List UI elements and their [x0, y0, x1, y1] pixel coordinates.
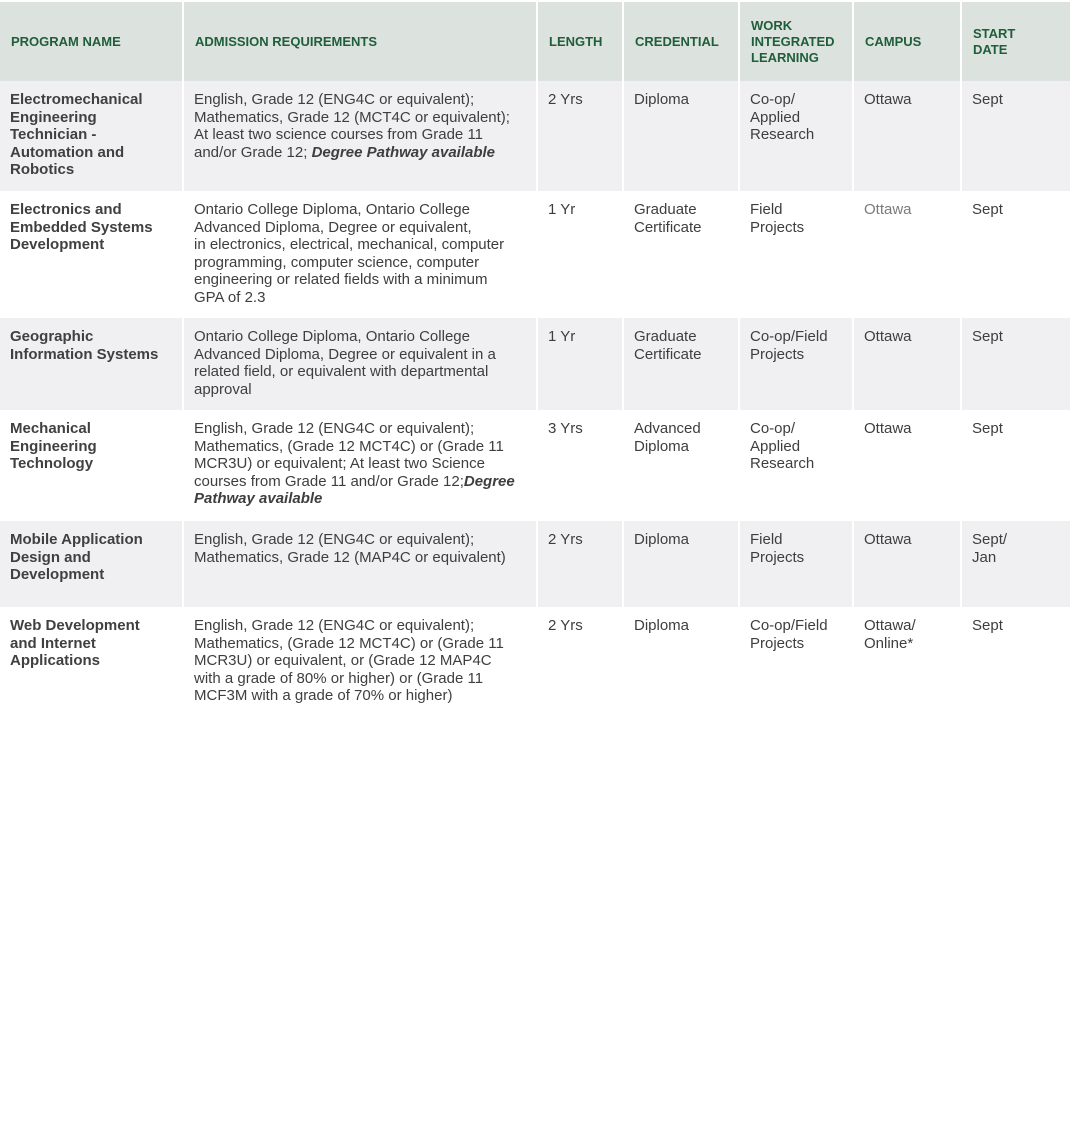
program-name-cell [0, 318, 182, 410]
cell-line: Technology [10, 455, 94, 472]
cell-line: 2 Yrs [548, 531, 583, 548]
cell-line: Diploma [634, 91, 690, 108]
cell-line: 1 Yr [548, 328, 576, 345]
degree-pathway-note: Degree Pathway available [311, 143, 496, 161]
credential-cell [624, 410, 738, 521]
cell-line: Field [750, 201, 783, 218]
cell-line: Advanced Diploma, Degree or equivalent, [194, 218, 472, 236]
cell-line: programming, computer science, computer [194, 253, 480, 271]
start-date-cell [962, 81, 1070, 191]
cell-line: MCR3U) or equivalent, or (Grade 12 MAP4C [194, 652, 492, 669]
cell-line: English, Grade 12 (ENG4C or equivalent); [194, 420, 475, 437]
cell-line: Research [750, 126, 815, 143]
admission-requirements-cell [184, 81, 536, 191]
work-integrated-learning-cell [740, 81, 852, 191]
cell-line: Diploma [634, 617, 690, 634]
length-cell [538, 410, 622, 521]
start-date-cell [962, 607, 1070, 709]
campus-cell [854, 521, 960, 607]
cell-line: Projects [750, 548, 805, 566]
cell-line: Ottawa [864, 201, 912, 218]
cell-line: Projects [750, 345, 805, 363]
cell-line: MCF3M with a grade of 70% or higher) [194, 687, 453, 704]
length-cell [538, 521, 622, 607]
cell-line: Electronics and [10, 201, 122, 218]
cell-line: Mathematics, (Grade 12 MCT4C) or (Grade 11 [194, 634, 504, 652]
cell-line: Ottawa [864, 91, 912, 108]
degree-pathway-note: Degree Pathway available [194, 472, 515, 507]
header-work-integrated-learning: WORK INTEGRATED LEARNING [740, 2, 852, 81]
cell-line: GPA of 2.3 [194, 288, 266, 306]
cell-line: Engineering [10, 437, 97, 455]
cell-line: English, Grade 12 (ENG4C or equivalent); [194, 531, 475, 548]
cell-line: 3 Yrs [548, 420, 583, 437]
cell-line: MCR3U) or equivalent; At least two Science [194, 455, 485, 472]
cell-line: Diploma [634, 531, 690, 548]
cell-line: Mobile Application [10, 531, 143, 548]
cell-line: Ontario College Diploma, Ontario College [194, 328, 470, 345]
cell-line: Co-op/ [750, 420, 796, 437]
cell-line: and/or Grade 12; [194, 143, 312, 161]
credential-cell [624, 191, 738, 318]
start-date-cell [962, 318, 1070, 410]
cell-line: Co-op/Field [750, 617, 828, 634]
start-date-cell [962, 410, 1070, 521]
header-credential: CREDENTIAL [624, 2, 738, 81]
admission-requirements-cell [184, 318, 536, 410]
program-name-cell [0, 191, 182, 318]
cell-line: Advanced Diploma, Degree or equivalent in a [194, 345, 496, 363]
credential-cell [624, 81, 738, 191]
campus-cell [854, 318, 960, 410]
cell-line: 1 Yr [548, 201, 576, 218]
length-cell [538, 81, 622, 191]
cell-line: Engineering [10, 108, 97, 126]
cell-line: Development [10, 236, 105, 253]
cell-line: Development [10, 566, 105, 583]
cell-line: Projects [750, 634, 805, 652]
cell-line: Mechanical [10, 420, 91, 437]
admission-requirements-cell [184, 607, 536, 709]
cell-line: Geographic [10, 328, 94, 345]
header-campus: CAMPUS [854, 2, 960, 81]
header-start-date: START DATE [962, 2, 1070, 81]
cell-line: courses from Grade 11 and/or Grade 12; [194, 472, 464, 490]
cell-line: English, Grade 12 (ENG4C or equivalent); [194, 91, 475, 108]
campus-cell [854, 81, 960, 191]
cell-line: English, Grade 12 (ENG4C or equivalent); [194, 617, 475, 634]
cell-line: Embedded Systems [10, 218, 153, 236]
cell-line: with a grade of 80% or higher) or (Grade 11 [194, 669, 484, 687]
cell-line: Sept [972, 420, 1003, 437]
cell-line: Graduate [634, 201, 697, 218]
credential-cell [624, 521, 738, 607]
cell-line: 2 Yrs [548, 617, 583, 634]
cell-line: engineering or related fields with a minimum [194, 271, 488, 288]
cell-line: Information Systems [10, 345, 159, 363]
cell-line: Applications [10, 652, 101, 669]
cell-line: Online* [864, 634, 914, 652]
cell-line: 2 Yrs [548, 91, 583, 108]
cell-line: Co-op/ [750, 91, 796, 108]
length-cell [538, 607, 622, 709]
header-program-name: PROGRAM NAME [0, 2, 182, 81]
header-admission-requirements: ADMISSION REQUIREMENTS [184, 2, 536, 81]
cell-line: Diploma [634, 437, 690, 455]
cell-line: Design and [10, 548, 91, 566]
program-name-cell [0, 521, 182, 607]
campus-cell [854, 607, 960, 709]
program-name-cell [0, 607, 182, 709]
cell-line: approval [194, 380, 252, 398]
cell-line: Mathematics, (Grade 12 MCT4C) or (Grade 11 [194, 437, 504, 455]
cell-line: Research [750, 455, 815, 472]
cell-line: Robotics [10, 161, 75, 178]
work-integrated-learning-cell [740, 318, 852, 410]
cell-line: Sept [972, 328, 1003, 345]
program-name-cell [0, 410, 182, 521]
cell-line: Co-op/Field [750, 328, 828, 345]
credential-cell [624, 318, 738, 410]
cell-line: Technician - [10, 126, 97, 143]
cell-line: Certificate [634, 218, 702, 236]
program-name-cell [0, 81, 182, 191]
cell-line: Sept/ [972, 531, 1008, 548]
work-integrated-learning-cell [740, 607, 852, 709]
cell-line: Graduate [634, 328, 697, 345]
cell-line: Projects [750, 218, 805, 236]
cell-line: Sept [972, 617, 1003, 634]
length-cell [538, 318, 622, 410]
work-integrated-learning-cell [740, 521, 852, 607]
cell-line: Mathematics, Grade 12 (MAP4C or equivalent) [194, 548, 506, 566]
cell-line: Ottawa [864, 420, 912, 437]
admission-requirements-cell [184, 521, 536, 607]
cell-line: Automation and [10, 143, 125, 161]
cell-line: Sept [972, 201, 1003, 218]
admission-requirements-cell [184, 191, 536, 318]
cell-line: Ottawa [864, 328, 912, 345]
header-length: LENGTH [538, 2, 622, 81]
campus-cell [854, 191, 960, 318]
work-integrated-learning-cell [740, 191, 852, 318]
cell-line: related field, or equivalent with departmental [194, 363, 489, 380]
credential-cell [624, 607, 738, 709]
cell-line: At least two science courses from Grade 11 [194, 126, 484, 143]
start-date-cell [962, 191, 1070, 318]
cell-line: Sept [972, 91, 1003, 108]
start-date-cell [962, 521, 1070, 607]
cell-line: Ottawa/ [864, 617, 916, 634]
length-cell [538, 191, 622, 318]
cell-line: Field [750, 531, 783, 548]
cell-line: Electromechanical [10, 91, 143, 108]
cell-line: Jan [972, 548, 997, 566]
campus-cell [854, 410, 960, 521]
cell-line: and Internet [10, 634, 96, 652]
cell-line: Applied [750, 108, 801, 126]
admission-requirements-cell [184, 410, 536, 521]
cell-line: Web Development [10, 617, 140, 634]
cell-line: Ontario College Diploma, Ontario College [194, 201, 470, 218]
cell-line: Advanced [634, 420, 701, 437]
cell-line: Certificate [634, 345, 702, 363]
cell-line: Ottawa [864, 531, 912, 548]
cell-line: Mathematics, Grade 12 (MCT4C or equivalent); [194, 108, 510, 126]
work-integrated-learning-cell [740, 410, 852, 521]
cell-line: Applied [750, 437, 801, 455]
cell-line: in electronics, electrical, mechanical, computer [194, 236, 505, 253]
